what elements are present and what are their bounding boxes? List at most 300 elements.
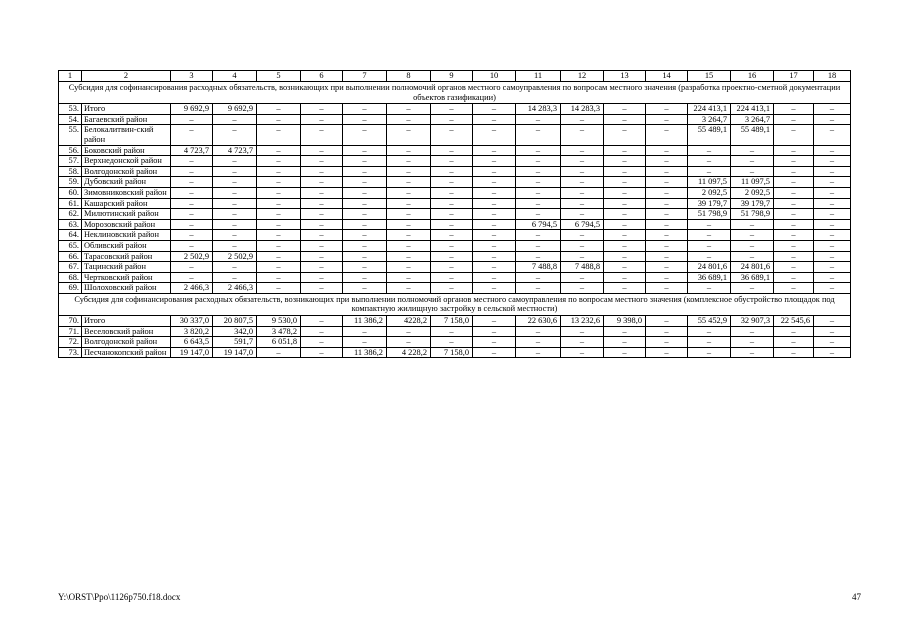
value-cell: – bbox=[301, 230, 343, 241]
value-cell: – bbox=[731, 240, 774, 251]
value-cell: – bbox=[473, 166, 516, 177]
value-cell: – bbox=[774, 251, 814, 262]
value-cell: – bbox=[473, 251, 516, 262]
value-cell: – bbox=[814, 104, 851, 115]
value-cell: – bbox=[473, 187, 516, 198]
value-cell: – bbox=[431, 166, 473, 177]
value-cell: – bbox=[774, 166, 814, 177]
value-cell: – bbox=[604, 156, 646, 167]
value-cell: 6 051,8 bbox=[257, 337, 301, 348]
section-title-row bbox=[59, 293, 851, 315]
value-cell: – bbox=[387, 156, 431, 167]
value-cell: 9 692,9 bbox=[171, 104, 213, 115]
row-number: 68. bbox=[59, 272, 82, 283]
value-cell: – bbox=[343, 283, 387, 294]
value-cell: – bbox=[774, 262, 814, 273]
row-number: 70. bbox=[59, 316, 82, 327]
value-cell: – bbox=[731, 230, 774, 241]
value-cell: 32 907,3 bbox=[731, 316, 774, 327]
value-cell: – bbox=[343, 251, 387, 262]
value-cell: – bbox=[387, 337, 431, 348]
district-name: Дубовский район bbox=[82, 177, 171, 188]
value-cell: – bbox=[646, 177, 688, 188]
value-cell: – bbox=[213, 114, 257, 125]
value-cell: – bbox=[301, 272, 343, 283]
district-name: Обливский район bbox=[82, 240, 171, 251]
value-cell: – bbox=[343, 262, 387, 273]
value-cell: 4 723,7 bbox=[171, 145, 213, 156]
table-row bbox=[59, 262, 851, 273]
value-cell: – bbox=[774, 104, 814, 115]
value-cell: – bbox=[473, 262, 516, 273]
value-cell: – bbox=[774, 219, 814, 230]
value-cell: – bbox=[301, 156, 343, 167]
value-cell: – bbox=[213, 272, 257, 283]
row-number: 58. bbox=[59, 166, 82, 177]
value-cell: – bbox=[473, 219, 516, 230]
column-number: 6 bbox=[301, 71, 343, 82]
value-cell: – bbox=[688, 337, 731, 348]
value-cell: – bbox=[473, 326, 516, 337]
value-cell: – bbox=[431, 219, 473, 230]
row-number: 65. bbox=[59, 240, 82, 251]
district-name: Морозовский район bbox=[82, 219, 171, 230]
value-cell: 7 488,8 bbox=[516, 262, 561, 273]
value-cell: – bbox=[688, 219, 731, 230]
value-cell: – bbox=[516, 156, 561, 167]
table-row bbox=[59, 187, 851, 198]
district-name: Неклиновский район bbox=[82, 230, 171, 241]
value-cell: – bbox=[473, 177, 516, 188]
value-cell: – bbox=[646, 198, 688, 209]
value-cell: 2 502,9 bbox=[213, 251, 257, 262]
value-cell: – bbox=[516, 347, 561, 358]
value-cell: 11 386,2 bbox=[343, 347, 387, 358]
value-cell: – bbox=[343, 337, 387, 348]
value-cell: 342,0 bbox=[213, 326, 257, 337]
value-cell: – bbox=[171, 240, 213, 251]
value-cell: – bbox=[343, 114, 387, 125]
value-cell: – bbox=[343, 272, 387, 283]
value-cell: – bbox=[301, 219, 343, 230]
value-cell: – bbox=[516, 230, 561, 241]
value-cell: – bbox=[343, 156, 387, 167]
value-cell: 19 147,0 bbox=[171, 347, 213, 358]
district-name: Волгодонской район bbox=[82, 337, 171, 348]
value-cell: – bbox=[171, 209, 213, 220]
value-cell: 14 283,3 bbox=[516, 104, 561, 115]
value-cell: – bbox=[646, 283, 688, 294]
budget-table bbox=[58, 70, 851, 358]
value-cell: – bbox=[257, 198, 301, 209]
value-cell: – bbox=[516, 337, 561, 348]
value-cell: – bbox=[171, 187, 213, 198]
row-number: 55. bbox=[59, 125, 82, 145]
value-cell: – bbox=[646, 316, 688, 327]
value-cell: – bbox=[171, 114, 213, 125]
value-cell: – bbox=[343, 166, 387, 177]
value-cell: – bbox=[387, 114, 431, 125]
value-cell: – bbox=[257, 240, 301, 251]
value-cell: – bbox=[814, 326, 851, 337]
row-number: 66. bbox=[59, 251, 82, 262]
value-cell: – bbox=[604, 326, 646, 337]
value-cell: – bbox=[604, 347, 646, 358]
district-name: Милютинский район bbox=[82, 209, 171, 220]
value-cell: – bbox=[646, 251, 688, 262]
value-cell: – bbox=[343, 125, 387, 145]
value-cell: – bbox=[473, 283, 516, 294]
value-cell: 22 545,6 bbox=[774, 316, 814, 327]
row-number: 54. bbox=[59, 114, 82, 125]
section-title: Субсидия для софинансирования расходных обязательств, возникающих при выполнении полномочий органов местного самоуправления по вопросам местного значения (разработка проектно-сметной документации объектов газификации) bbox=[59, 82, 851, 104]
value-cell: – bbox=[814, 166, 851, 177]
value-cell: – bbox=[814, 347, 851, 358]
value-cell: – bbox=[301, 283, 343, 294]
value-cell: – bbox=[646, 219, 688, 230]
value-cell: – bbox=[171, 230, 213, 241]
value-cell: – bbox=[257, 219, 301, 230]
district-name: Тацинский район bbox=[82, 262, 171, 273]
district-name: Верхнедонской район bbox=[82, 156, 171, 167]
value-cell: – bbox=[646, 230, 688, 241]
value-cell: 39 179,7 bbox=[731, 198, 774, 209]
district-name: Веселовский район bbox=[82, 326, 171, 337]
table-row bbox=[59, 283, 851, 294]
value-cell: – bbox=[688, 145, 731, 156]
row-number: 72. bbox=[59, 337, 82, 348]
row-number: 56. bbox=[59, 145, 82, 156]
value-cell: – bbox=[301, 262, 343, 273]
column-number-row bbox=[59, 71, 851, 82]
row-number: 57. bbox=[59, 156, 82, 167]
value-cell: – bbox=[431, 209, 473, 220]
district-name: Чертковский район bbox=[82, 272, 171, 283]
row-number: 63. bbox=[59, 219, 82, 230]
value-cell: – bbox=[257, 262, 301, 273]
value-cell: – bbox=[646, 347, 688, 358]
value-cell: 55 489,1 bbox=[688, 125, 731, 145]
value-cell: – bbox=[774, 187, 814, 198]
value-cell: – bbox=[257, 209, 301, 220]
value-cell: – bbox=[473, 337, 516, 348]
value-cell: – bbox=[604, 177, 646, 188]
district-name: Итого bbox=[82, 104, 171, 115]
value-cell: – bbox=[343, 177, 387, 188]
value-cell: – bbox=[604, 114, 646, 125]
value-cell: – bbox=[473, 198, 516, 209]
value-cell: – bbox=[646, 166, 688, 177]
table-row bbox=[59, 177, 851, 188]
value-cell: – bbox=[604, 104, 646, 115]
value-cell: – bbox=[301, 209, 343, 220]
table-row bbox=[59, 219, 851, 230]
value-cell: – bbox=[387, 187, 431, 198]
value-cell: – bbox=[171, 125, 213, 145]
value-cell: – bbox=[473, 104, 516, 115]
value-cell: – bbox=[387, 198, 431, 209]
value-cell: – bbox=[814, 114, 851, 125]
value-cell: – bbox=[431, 156, 473, 167]
row-number: 73. bbox=[59, 347, 82, 358]
value-cell: – bbox=[561, 326, 604, 337]
value-cell: 51 798,9 bbox=[688, 209, 731, 220]
row-number: 67. bbox=[59, 262, 82, 273]
value-cell: – bbox=[343, 230, 387, 241]
value-cell: – bbox=[257, 145, 301, 156]
table-row bbox=[59, 125, 851, 145]
value-cell: – bbox=[774, 125, 814, 145]
value-cell: – bbox=[646, 104, 688, 115]
table-row bbox=[59, 145, 851, 156]
value-cell: – bbox=[171, 262, 213, 273]
value-cell: 9 692,9 bbox=[213, 104, 257, 115]
value-cell: – bbox=[516, 114, 561, 125]
value-cell: – bbox=[301, 251, 343, 262]
value-cell: – bbox=[774, 347, 814, 358]
value-cell: – bbox=[431, 240, 473, 251]
value-cell: 7 488,8 bbox=[561, 262, 604, 273]
value-cell: 4228,2 bbox=[387, 316, 431, 327]
value-cell: 13 232,6 bbox=[561, 316, 604, 327]
value-cell: 9 398,0 bbox=[604, 316, 646, 327]
value-cell: – bbox=[387, 272, 431, 283]
value-cell: – bbox=[604, 209, 646, 220]
district-name: Кашарский район bbox=[82, 198, 171, 209]
value-cell: 3 264,7 bbox=[688, 114, 731, 125]
value-cell: – bbox=[431, 337, 473, 348]
value-cell: 36 689,1 bbox=[688, 272, 731, 283]
value-cell: – bbox=[516, 209, 561, 220]
value-cell: – bbox=[604, 125, 646, 145]
value-cell: – bbox=[343, 209, 387, 220]
value-cell: – bbox=[604, 187, 646, 198]
row-number: 60. bbox=[59, 187, 82, 198]
column-number: 10 bbox=[473, 71, 516, 82]
value-cell: – bbox=[431, 272, 473, 283]
table-row bbox=[59, 230, 851, 241]
value-cell: 14 283,3 bbox=[561, 104, 604, 115]
value-cell: – bbox=[774, 326, 814, 337]
value-cell: – bbox=[473, 347, 516, 358]
section-title-row bbox=[59, 82, 851, 104]
value-cell: – bbox=[387, 326, 431, 337]
district-name: Багаевский район bbox=[82, 114, 171, 125]
value-cell: – bbox=[431, 177, 473, 188]
value-cell: – bbox=[604, 240, 646, 251]
file-path: Y:\ORST\Ppo\1126p750.f18.docx bbox=[58, 592, 181, 602]
value-cell: – bbox=[387, 166, 431, 177]
value-cell: 24 801,6 bbox=[688, 262, 731, 273]
value-cell: – bbox=[301, 326, 343, 337]
value-cell: – bbox=[774, 209, 814, 220]
table-row bbox=[59, 326, 851, 337]
value-cell: 4 228,2 bbox=[387, 347, 431, 358]
value-cell: – bbox=[301, 337, 343, 348]
value-cell: – bbox=[257, 283, 301, 294]
value-cell: – bbox=[646, 272, 688, 283]
value-cell: 36 689,1 bbox=[731, 272, 774, 283]
value-cell: – bbox=[301, 177, 343, 188]
value-cell: – bbox=[604, 219, 646, 230]
value-cell: – bbox=[814, 251, 851, 262]
value-cell: – bbox=[473, 272, 516, 283]
value-cell: – bbox=[604, 166, 646, 177]
value-cell: – bbox=[688, 283, 731, 294]
value-cell: 55 489,1 bbox=[731, 125, 774, 145]
value-cell: – bbox=[387, 219, 431, 230]
value-cell: – bbox=[387, 125, 431, 145]
value-cell: – bbox=[561, 251, 604, 262]
table-row bbox=[59, 251, 851, 262]
value-cell: – bbox=[561, 337, 604, 348]
value-cell: – bbox=[343, 219, 387, 230]
value-cell: – bbox=[774, 337, 814, 348]
value-cell: – bbox=[473, 125, 516, 145]
district-name: Итого bbox=[82, 316, 171, 327]
column-number: 11 bbox=[516, 71, 561, 82]
column-number: 4 bbox=[213, 71, 257, 82]
value-cell: 3 820,2 bbox=[171, 326, 213, 337]
value-cell: – bbox=[473, 114, 516, 125]
value-cell: – bbox=[171, 219, 213, 230]
value-cell: 591,7 bbox=[213, 337, 257, 348]
table-row bbox=[59, 156, 851, 167]
value-cell: – bbox=[688, 230, 731, 241]
value-cell: – bbox=[774, 114, 814, 125]
value-cell: – bbox=[257, 166, 301, 177]
value-cell: – bbox=[473, 230, 516, 241]
value-cell: – bbox=[257, 272, 301, 283]
value-cell: – bbox=[646, 209, 688, 220]
value-cell: – bbox=[731, 251, 774, 262]
column-number: 17 bbox=[774, 71, 814, 82]
value-cell: 224 413,1 bbox=[688, 104, 731, 115]
value-cell: – bbox=[213, 230, 257, 241]
column-number: 1 bbox=[59, 71, 82, 82]
value-cell: – bbox=[646, 240, 688, 251]
value-cell: – bbox=[561, 198, 604, 209]
value-cell: – bbox=[213, 240, 257, 251]
value-cell: – bbox=[516, 177, 561, 188]
value-cell: – bbox=[774, 198, 814, 209]
value-cell: – bbox=[431, 125, 473, 145]
value-cell: – bbox=[387, 177, 431, 188]
value-cell: 4 723,7 bbox=[213, 145, 257, 156]
value-cell: – bbox=[688, 326, 731, 337]
value-cell: – bbox=[431, 251, 473, 262]
value-cell: – bbox=[604, 145, 646, 156]
value-cell: – bbox=[213, 156, 257, 167]
value-cell: – bbox=[301, 166, 343, 177]
value-cell: 11 097,5 bbox=[731, 177, 774, 188]
value-cell: – bbox=[473, 156, 516, 167]
row-number: 71. bbox=[59, 326, 82, 337]
value-cell: – bbox=[171, 198, 213, 209]
value-cell: – bbox=[561, 283, 604, 294]
value-cell: 3 478,2 bbox=[257, 326, 301, 337]
value-cell: – bbox=[604, 337, 646, 348]
column-number: 13 bbox=[604, 71, 646, 82]
value-cell: – bbox=[301, 240, 343, 251]
column-number: 12 bbox=[561, 71, 604, 82]
value-cell: – bbox=[343, 187, 387, 198]
value-cell: – bbox=[814, 219, 851, 230]
district-name: Волгодонской район bbox=[82, 166, 171, 177]
value-cell: 55 452,9 bbox=[688, 316, 731, 327]
column-number: 7 bbox=[343, 71, 387, 82]
value-cell: – bbox=[646, 125, 688, 145]
value-cell: – bbox=[646, 187, 688, 198]
value-cell: – bbox=[387, 104, 431, 115]
column-number: 15 bbox=[688, 71, 731, 82]
page-number: 47 bbox=[852, 592, 861, 602]
value-cell: – bbox=[431, 230, 473, 241]
value-cell: – bbox=[774, 177, 814, 188]
table-row bbox=[59, 114, 851, 125]
value-cell: – bbox=[343, 198, 387, 209]
value-cell: – bbox=[688, 166, 731, 177]
value-cell: – bbox=[213, 125, 257, 145]
value-cell: – bbox=[731, 219, 774, 230]
value-cell: 2 466,3 bbox=[213, 283, 257, 294]
value-cell: – bbox=[516, 240, 561, 251]
value-cell: 11 097,5 bbox=[688, 177, 731, 188]
value-cell: – bbox=[343, 145, 387, 156]
value-cell: – bbox=[688, 156, 731, 167]
value-cell: – bbox=[516, 187, 561, 198]
value-cell: 7 158,0 bbox=[431, 347, 473, 358]
value-cell: – bbox=[604, 198, 646, 209]
table-row bbox=[59, 240, 851, 251]
value-cell: – bbox=[431, 198, 473, 209]
value-cell: – bbox=[257, 187, 301, 198]
value-cell: – bbox=[301, 198, 343, 209]
value-cell: – bbox=[387, 209, 431, 220]
table-row bbox=[59, 272, 851, 283]
column-number: 8 bbox=[387, 71, 431, 82]
value-cell: – bbox=[516, 125, 561, 145]
value-cell: 224 413,1 bbox=[731, 104, 774, 115]
value-cell: – bbox=[561, 177, 604, 188]
value-cell: – bbox=[561, 114, 604, 125]
value-cell: – bbox=[431, 187, 473, 198]
row-number: 62. bbox=[59, 209, 82, 220]
value-cell: – bbox=[688, 240, 731, 251]
value-cell: – bbox=[387, 251, 431, 262]
value-cell: 2 092,5 bbox=[688, 187, 731, 198]
value-cell: – bbox=[516, 145, 561, 156]
value-cell: – bbox=[301, 125, 343, 145]
value-cell: – bbox=[646, 326, 688, 337]
value-cell: – bbox=[473, 145, 516, 156]
value-cell: – bbox=[561, 187, 604, 198]
value-cell: – bbox=[814, 283, 851, 294]
value-cell: – bbox=[171, 156, 213, 167]
table-row bbox=[59, 347, 851, 358]
column-number: 5 bbox=[257, 71, 301, 82]
value-cell: – bbox=[604, 230, 646, 241]
value-cell: – bbox=[473, 209, 516, 220]
value-cell: – bbox=[257, 114, 301, 125]
value-cell: – bbox=[646, 114, 688, 125]
value-cell: – bbox=[257, 104, 301, 115]
row-number: 61. bbox=[59, 198, 82, 209]
value-cell: – bbox=[814, 272, 851, 283]
value-cell: – bbox=[814, 156, 851, 167]
value-cell: – bbox=[774, 272, 814, 283]
value-cell: 2 466,3 bbox=[171, 283, 213, 294]
